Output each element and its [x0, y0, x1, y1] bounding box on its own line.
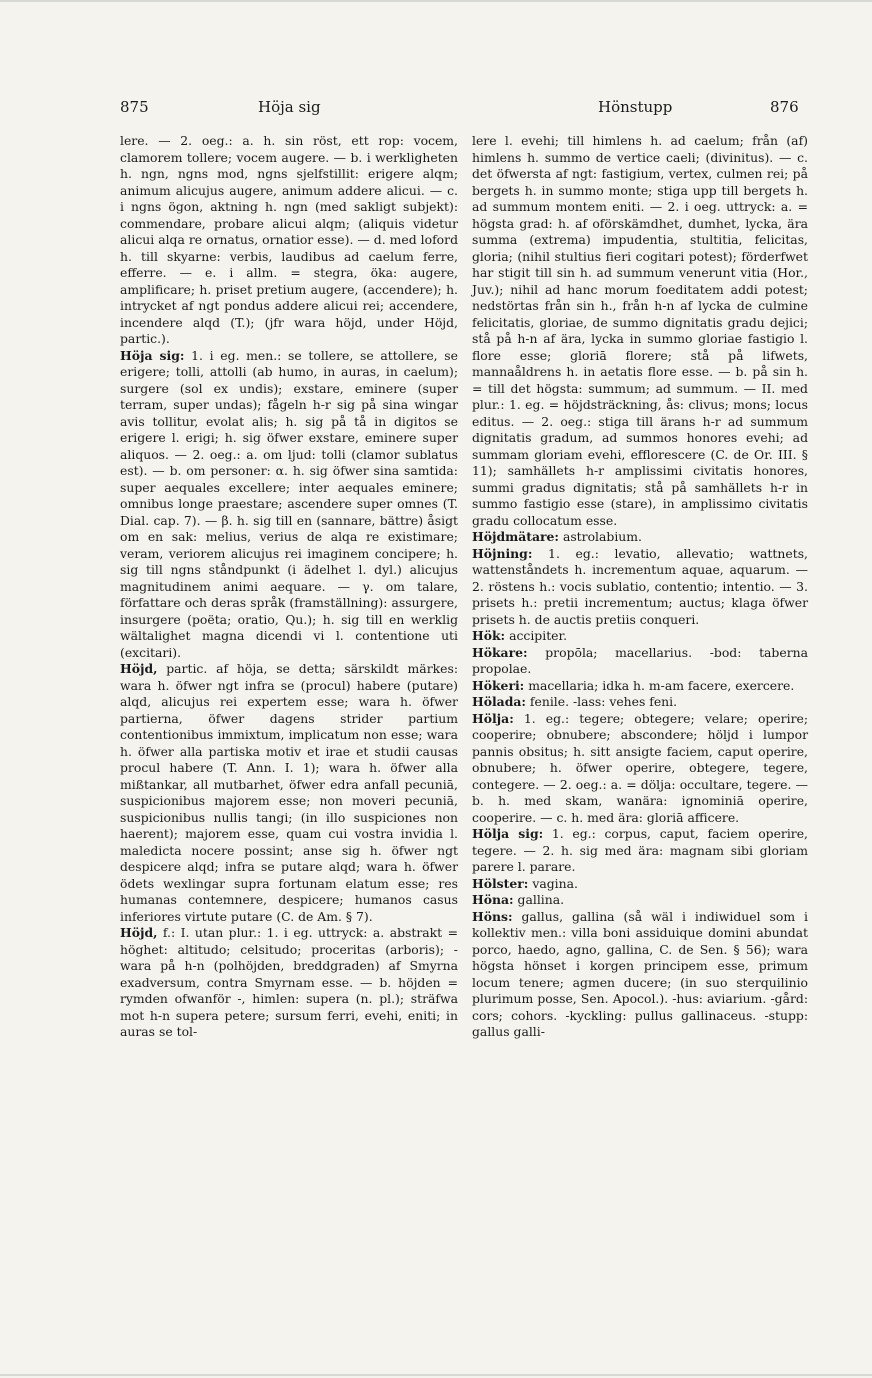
entry-text: vagina. — [528, 875, 578, 891]
dictionary-entry — [472, 711, 808, 827]
entry-text: f.: I. utan plur.: 1. i eg. uttryck: a. abstrakt = höghet: altitudo; celsitudo; proceritas (arboris); - wara på h-n (polhöjden, breddgraden) af Smyrna exadversum, contra Smyrnam esse. — b. höjden = rymden ofwanför -, himlen: supera (n. pl.); sträfwa mot h-n supera petere; sursum ferri, evehi, eniti; in auras se tol- — [120, 925, 458, 1039]
entry-text: lere l. evehi; till himlens h. ad caelum; från (af) himlens h. summo de vertice caeli; (divinitus). — c. det öfwersta af ngt: fastigium, vertex, culmen rei; på bergets h. in summo monte; stiga upp till bergets h. ad summum montem eniti. — 2. i oeg. uttryck: a. = högsta grad: h. af oförskämdhet, dumhet, lycka, ära summa (extrema) impudentia, stultitia, felicitas, gloria; (nihil stultius fieri cogitari potest); förderfwet har stigit till sin h. ad summum venerunt vitia (Hor., Juv.); nihil ad hanc morum foeditatem addi potest; nedstörtas från sin h., från h-n af lycka de culmine felicitatis, gloriae, de summo dignitatis gradu dejici; stå på h-n af ära, lycka in summo gloriae fastigio l. flore esse; gloriā florere; stå på lifwets, mannaåldrens h. in aetatis flore esse. — b. på sin h. = till det högsta: summum; ad summum. — II. med plur.: 1. eg. = höjdsträckning, ås: clivus; mons; locus editus. — 2. oeg.: stiga till ärans h-r ad summum dignitatis gradum, ad summos honores evehi; ad summam gloriam evehi, efflorescere (C. de Or. III. § 11); samhällets h-r amplissimi civitatis honores, summi gradus dignitatis; stå på samhällets h-r in summo fastigio esse (stare), in amplissimo civitatis gradu collocatum esse. — [472, 133, 808, 528]
entry-text: lere. — 2. oeg.: a. h. sin röst, ett rop: vocem, clamorem tollere; vocem augere. — b. i werkligheten h. ngn, ngns mod, ngns sjelfstillit: erigere alqm; animum alicujus augere, animum addere alicui. — c. i ngns ögon, aktning h. ngn (med sakligt subjekt): commendare, probare alicui alqm; (aliquis videtur alicui alqa re ornatus, ornatior esse). — d. med loford h. till skyarne: verbis, laudibus ad caelum ferre, efferre. — e. i allm. = stegra, öka: augere, amplificare; h. priset pretium augere, (accendere); h. intrycket af ngt pondus addere alicui rei; accendere, incendere alqd (T.); (jfr wara höjd, under Höjd, partic.). — [120, 133, 458, 346]
dictionary-entry — [472, 133, 808, 529]
dictionary-entry — [472, 876, 808, 893]
entry-lemma: Hölja: — [472, 710, 514, 726]
entry-lemma: Höns: — [472, 908, 513, 924]
dictionary-entry — [472, 826, 808, 876]
entry-lemma: Höjdmätare: — [472, 529, 559, 544]
entry-lemma: Hölja sig: — [472, 826, 544, 841]
left-page-number: 875 — [120, 98, 149, 116]
entry-lemma: Höjd, — [120, 661, 158, 676]
entry-lemma: Hölster: — [472, 875, 529, 891]
bottom-edge-line — [0, 1374, 872, 1376]
dictionary-entry — [472, 529, 808, 546]
right-column — [472, 133, 808, 1041]
dictionary-entry — [120, 133, 458, 348]
entry-text: gallina. — [513, 892, 565, 907]
entry-text: accipiter. — [505, 628, 568, 643]
right-running-head: Hönstupp — [598, 98, 673, 116]
entry-text: 1. eg.: tegere; obtegere; velare; operire; cooperire; obnubere; abscondere; höljd i lumpor pannis obsitus; h. sitt ansigte faciem, caput operire, obnubere; h. öfwer operire, obtegere, tegere, contegere. — 2. oeg.: a. = dölja: occultare, tegere. — b. h. med skam, wanära: ignominiā operire, cooperire. — c. h. med ära: gloriā afficere. — [472, 710, 808, 825]
entry-text: astrolabium. — [559, 529, 642, 544]
entry-text: 1. eg.: levatio, allevatio; wattnets, wattenståndets h. incrementum aquae, aquarum. — 2. röstens h.: vocis sublatio, contentio; intentio. — 3. prisets h.: pretii incrementum; auctus; klaga öfwer prisets h. de auctis pretiis conqueri. — [472, 545, 808, 627]
entry-lemma: Hökare: — [472, 644, 528, 660]
dictionary-entry — [472, 892, 808, 909]
left-column — [120, 133, 458, 1041]
dictionary-entry — [472, 909, 808, 1041]
entry-text: 1. eg.: corpus, caput, faciem operire, tegere. — 2. h. sig med ära: magnam sibi gloriam parere l. parare. — [472, 826, 808, 874]
entry-text: 1. i eg. men.: se tollere, se attollere, se erigere; tolli, attolli (ab humo, in auras, in caelum); surgere (sol ex undis); exstare, eminere (super terram, super undas); fågeln h-r sig på sina wingar avis tollitur, evolat alis; h. sig på tå in digitos se erigere l. erigi; h. sig öfwer exstare, eminere super aliquos. — 2. oeg.: a. om ljud: tolli (clamor sublatus est). — b. om personer: α. h. sig öfwer sina samtida: super aequales excellere; inter aequales eminere; omnibus longe praestare; ascendere super omnes (T. Dial. cap. 7). — β. h. sig till en (sannare, bättre) åsigt om en sak: melius, verius de alqa re existimare; veram, veriorem alicujus rei imaginem concipere; h. sig till ngns ståndpunkt (i ädelhet l. dyl.) alicujus magnitudinem animi aequare. — γ. om talare, författare och deras språk (framställning): assurgere, insurgere (poëta; oratio, Qu.); h. sig till en werklig wältalighet magna dicendi vi l. contentione uti (excitari). — [120, 347, 458, 660]
entry-lemma: Höjning: — [472, 545, 533, 561]
entry-lemma: Höjd, — [120, 925, 158, 940]
dictionary-entry — [472, 678, 808, 695]
entry-text: fenile. -lass: vehes feni. — [525, 694, 678, 709]
dictionary-entry — [472, 628, 808, 645]
left-running-head: Höja sig — [258, 98, 321, 116]
right-page-number: 876 — [770, 98, 799, 116]
entry-text: partic. af höja, se detta; särskildt märkes: wara h. öfwer ngt infra se (procul) habere (putare) alqd, alicujus rei expertem esse; wara h. öfwer partierna, öfwer dagens strider partium contentionibus immixtum, implicatum non esse; wara h. öfwer alla partiska motiv et irae et studii causas procul habere (T. Ann. I. 1); wara h. öfwer alla mißtankar, all mutbarhet, öfwer edra anfall pecuniā, suspicionibus majorem esse; non moveri pecuniā, suspicionibus nullis tangi; (in illo suspiciones non haerent); majorem esse, quam cui vostra invidia l. maledicta nocere possint; anse sig h. öfwer ngt despicere alqd; infra se putare alqd; wara h. öfwer ödets wexlingar supra fortunam elatum esse; res humanas contemnere, despicere; humanos casus inferiores virtute putare (C. de Am. § 7). — [120, 661, 458, 924]
dictionary-entry — [120, 661, 458, 925]
dictionary-entry — [472, 546, 808, 629]
dictionary-entry — [472, 694, 808, 711]
entry-lemma: Höja sig: — [120, 347, 185, 363]
entry-text: propōla; macellarius. -bod: taberna propolae. — [472, 644, 808, 676]
entry-lemma: Hölada: — [472, 694, 526, 709]
entry-lemma: Hökeri: — [472, 677, 525, 693]
entry-text: macellaria; idka h. m-am facere, exercere. — [524, 677, 795, 693]
dictionary-entry — [120, 925, 458, 1041]
entry-text: gallus, gallina (så wäl i indiwiduel som i kollektiv men.: villa boni assiduique domini abundat porco, haedo, agno, gallina, C. de Sen. § 56); wara högsta hönset i korgen principem esse, primum locum tenere; agmen ducere; (in suo sterquilinio plurimum posse, Sen. Apocol.). -hus: aviarium. -gård: cors; cohors. -kyckling: pullus gallinaceus. -stupp: gallus galli- — [472, 908, 808, 1039]
entry-lemma: Höna: — [472, 892, 514, 907]
entry-lemma: Hök: — [472, 628, 506, 643]
dictionary-entry — [472, 645, 808, 678]
top-edge-line — [0, 0, 872, 2]
dictionary-entry — [120, 348, 458, 662]
